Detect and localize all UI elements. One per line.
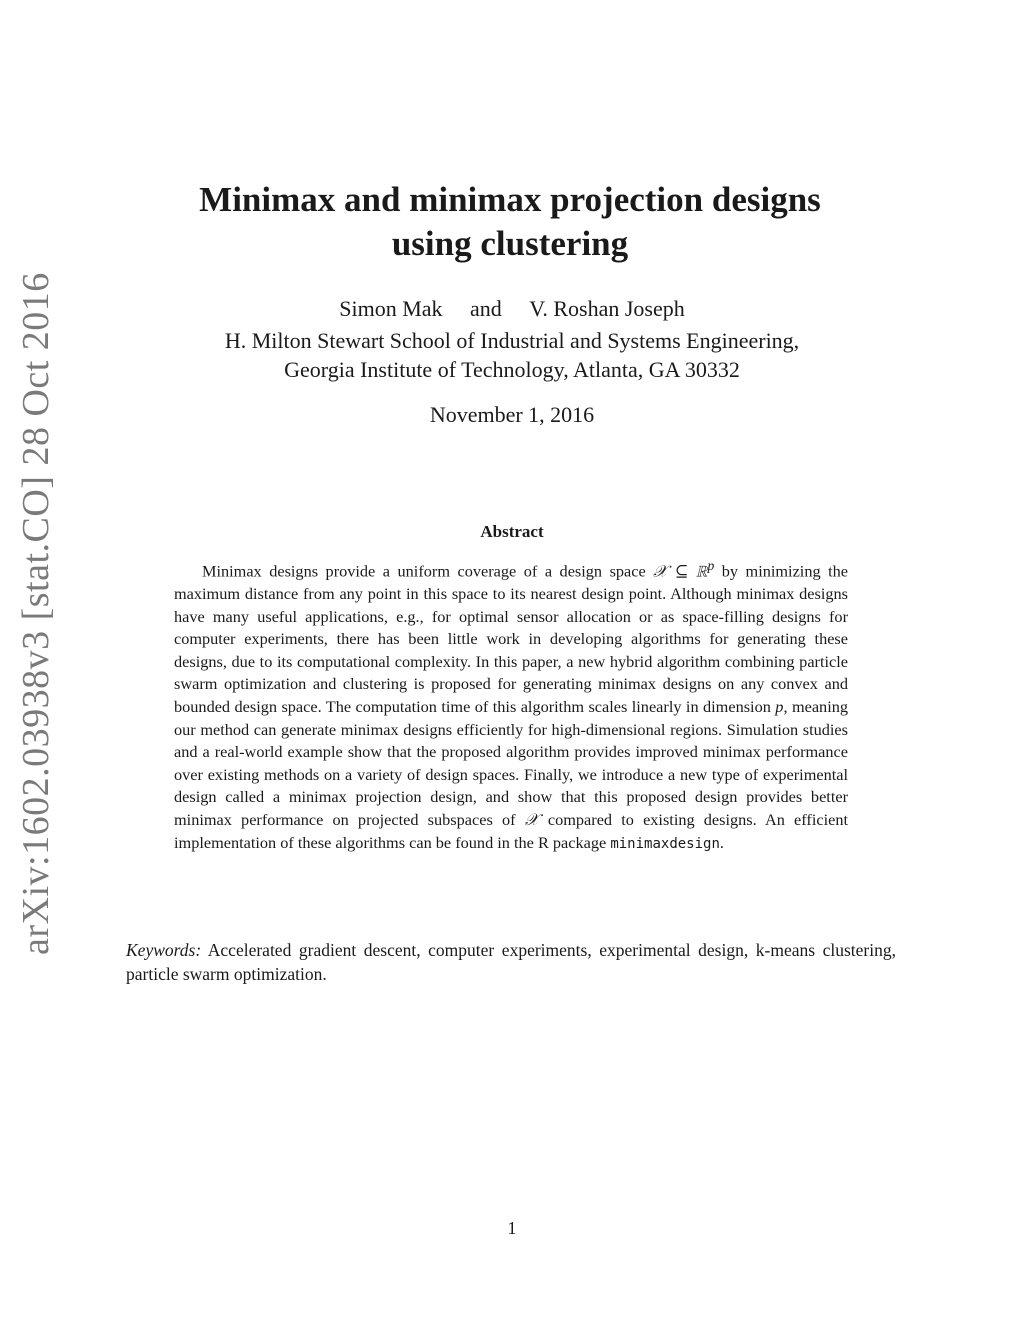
abstract-body [174, 555, 848, 855]
author-list [0, 296, 1024, 322]
math-dimension: p [775, 696, 784, 716]
abstract-text: , meaning our method can generate minimax designs efficiently for high-dimensional regions. Simulation studies and a real-world example show that the proposed algorithm provides improved minimax performance over existing methods on a variety of design spaces. Finally, we introduce a new type of experimental design called a minimax projection design, and show that this proposed design provides better minimax performance on projected subspaces of [174, 696, 849, 829]
affiliation-line-2: Georgia Institute of Technology, Atlanta, GA 30332 [284, 357, 740, 382]
abstract-text: Minimax designs provide a uniform coverage of a design space [202, 561, 654, 581]
author-name: Simon Mak [339, 296, 443, 321]
title-line-2: using clustering [391, 224, 629, 263]
math-superscript: p [707, 558, 715, 573]
paper-title [120, 178, 900, 266]
keywords-text: Accelerated gradient descent, computer experiments, experimental design, k-means clustering, particle swarm optimization. [126, 940, 896, 984]
title-line-1: Minimax and minimax projection designs [199, 180, 821, 219]
affiliation [0, 326, 1024, 384]
math-design-space: 𝒳 ⊆ ℝ [653, 561, 708, 581]
abstract-heading: Abstract [480, 522, 544, 541]
math-design-space: 𝒳 [524, 809, 539, 829]
abstract-text: compared to existing designs. An efficient implementation of these algorithms can be found in the R package [174, 809, 848, 852]
package-name: minimaxdesign [610, 835, 720, 852]
author-separator: and [470, 296, 502, 321]
abstract-text: . [719, 832, 724, 852]
affiliation-line-1: H. Milton Stewart School of Industrial and Systems Engineering, [224, 328, 800, 353]
author-name: V. Roshan Joseph [529, 296, 685, 321]
keywords-label: Keywords: [126, 940, 202, 960]
page-number: 1 [507, 1218, 517, 1238]
keywords [126, 938, 896, 986]
abstract-text: by minimizing the maximum distance from any point in this space to its nearest design point. Although minimax designs have many useful applications, e.g., for optimal sensor allocation or as space-filling designs for computer experiments, there has been little work in developing algorithms for generating these designs, due to its computational complexity. In this paper, a new hybrid algorithm combining particle swarm optimization and clustering is proposed for generating minimax designs on any convex and bounded design space. The computation time of this algorithm scales linearly in dimension [174, 561, 848, 716]
arxiv-identifier-stamp: arXiv:1602.03938v3 [stat.CO] 28 Oct 2016 [15, 272, 57, 955]
paper-date: November 1, 2016 [429, 402, 595, 427]
